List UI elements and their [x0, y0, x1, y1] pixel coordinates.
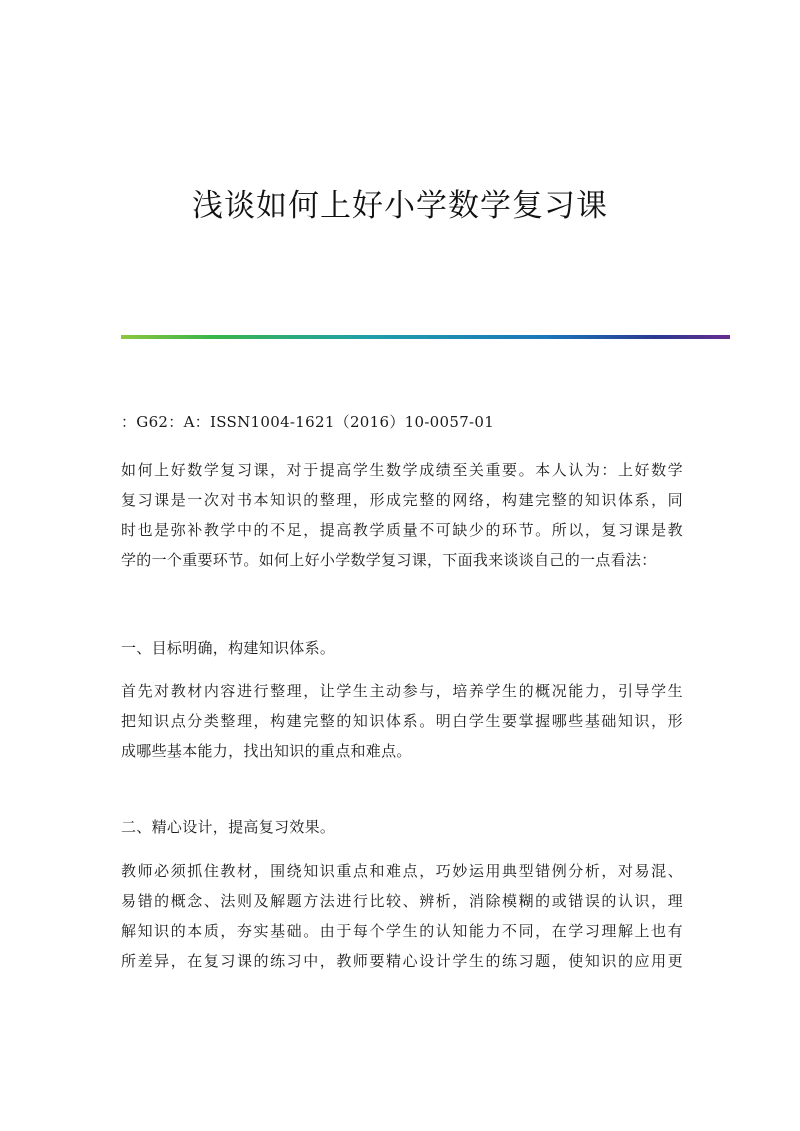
- paragraph-line: 复习课是一次对书本知识的整理，形成完整的网络，构建完整的知识体系，同: [121, 491, 683, 509]
- paragraph-line: 成哪些基本能力，找出知识的重点和难点。: [121, 742, 412, 760]
- paragraph-line: 如何上好数学复习课，对于提高学生数学成绩至关重要。本人认为：上好数学: [121, 461, 683, 479]
- title-divider-rule: [121, 335, 730, 339]
- document-title: 浅谈如何上好小学数学复习课: [192, 188, 608, 224]
- paragraph-line: 教师必须抓住教材，围绕知识重点和难点，巧妙运用典型错例分析，对易混、: [121, 862, 683, 880]
- paragraph-line: 首先对教材内容进行整理，让学生主动参与，培养学生的概况能力，引导学生: [121, 682, 683, 700]
- paragraph-line: 易错的概念、法则及解题方法进行比较、辨析，消除模糊的或错误的认识，理: [121, 892, 683, 910]
- paragraph-line: 学的一个重要环节。如何上好小学数学复习课，下面我来谈谈自己的一点看法：: [121, 551, 657, 569]
- paragraph-line: 把知识点分类整理，构建完整的知识体系。明白学生要掌握哪些基础知识，形: [121, 712, 683, 730]
- paragraph-1: [121, 455, 683, 575]
- section-heading-1: 一、目标明确，构建知识体系。: [121, 639, 336, 657]
- paragraph-line: 所差异，在复习课的练习中，教师要精心设计学生的练习题，使知识的应用更: [121, 952, 683, 970]
- document-meta: ：G62：A：ISSN1004-1621（2016）10-0057-01: [121, 413, 495, 431]
- section-heading-2: 二、精心设计，提高复习效果。: [121, 818, 336, 836]
- paragraph-3: [121, 856, 683, 976]
- paragraph-line: 时也是弥补教学中的不足，提高教学质量不可缺少的环节。所以，复习课是教: [121, 521, 683, 539]
- paragraph-line: 解知识的本质，夯实基础。由于每个学生的认知能力不同，在学习理解上也有: [121, 922, 683, 940]
- paragraph-2: [121, 676, 683, 766]
